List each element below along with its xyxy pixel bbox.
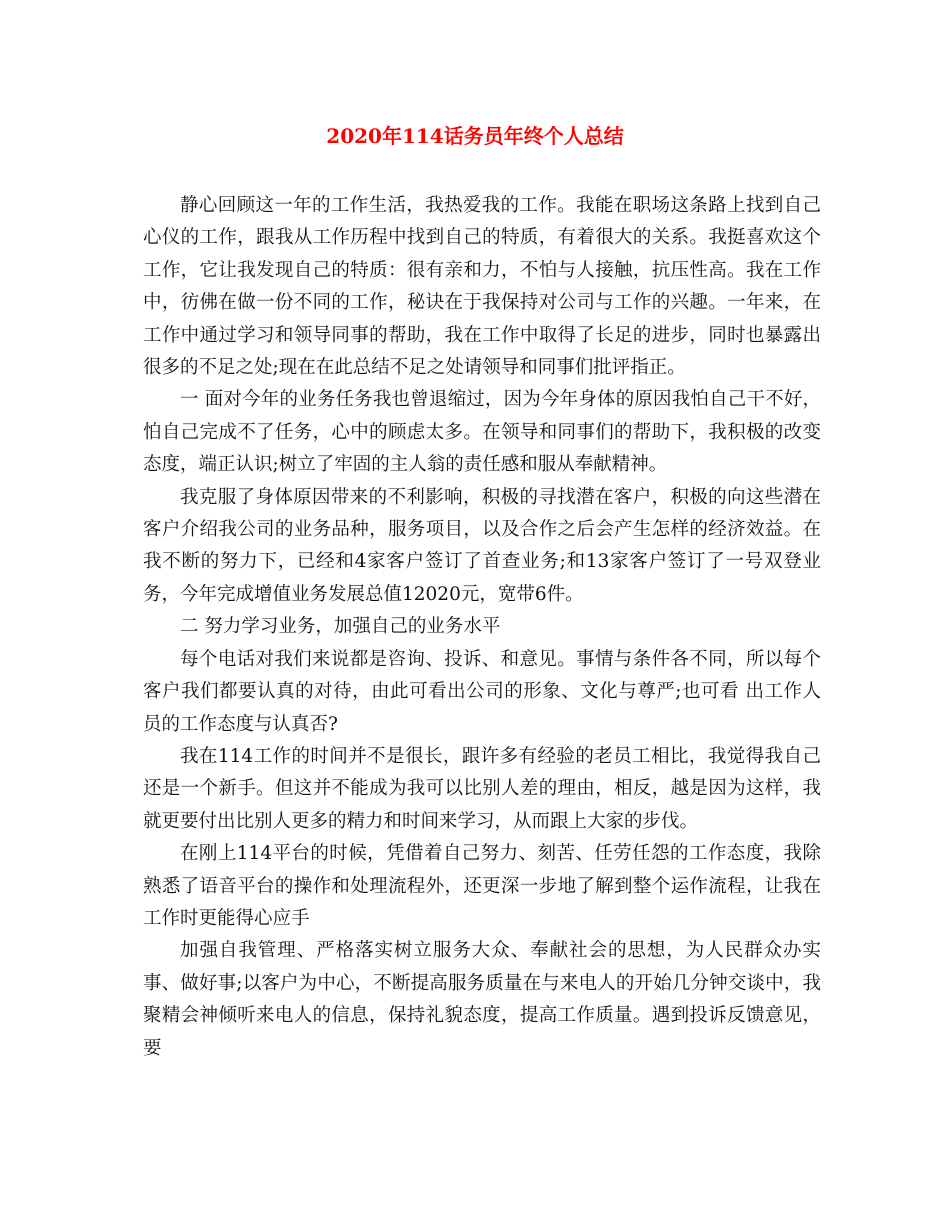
document-title: 2020年114话务员年终个人总结 xyxy=(326,124,624,148)
paragraph-4-heading: 二 努力学习业务，加强自己的业务水平 xyxy=(180,616,501,638)
paragraph-5: 每个电话对我们来说都是咨询、投诉、和意见。事情与条件各不同，所以每个客户我们都要认真的对待，由此可看出公司的形象、文化与尊严;也可看 出工作人员的工作态度与认真否? xyxy=(143,648,821,735)
document-body xyxy=(143,190,821,1065)
paragraph-2: 一 面对今年的业务任务我也曾退缩过，因为今年身体的原因我怕自己干不好，怕自己完成不了任务，心中的顾虑太多。在领导和同事们的帮助下，我积极的改变态度，端正认识;树立了牢固的主人翁的责任感和服从奉献精神。 xyxy=(143,389,821,476)
paragraph-6: 我在114工作的时间并不是很长，跟许多有经验的老员工相比，我觉得我自己还是一个新手。但这并不能成为我可以比别人差的理由，相反，越是因为这样，我就更要付出比别人更多的精力和时间来学习，从而跟上大家的步伐。 xyxy=(143,745,821,832)
paragraph-7: 在刚上114平台的时候，凭借着自己努力、刻苦、任劳任怨的工作态度，我除熟悉了语音平台的操作和处理流程外，还更深一步地了解到整个运作流程，让我在工作时更能得心应手 xyxy=(143,843,821,929)
paragraph-1: 静心回顾这一年的工作生活，我热爱我的工作。我能在职场这条路上找到自己心仪的工作，跟我从工作历程中找到自己的特质，有着很大的关系。我挺喜欢这个工作，它让我发现自己的特质：很有亲和力，不怕与人接触，抗压性高。我在工作中，彷佛在做一份不同的工作，秘诀在于我保持对公司与工作的兴趣。一年来，在工作中通过学习和领导同事的帮助，我在工作中取得了长足的进步，同时也暴露出很多的不足之处;现在在此总结不足之处请领导和同事们批评指正。 xyxy=(143,195,821,379)
paragraph-8: 加强自我管理、严格落实树立服务大众、奉献社会的思想，为人民群众办实事、做好事;以客户为中心，不断提高服务质量在与来电人的开始几分钟交谈中，我聚精会神倾听来电人的信息，保持礼貌态度，提高工作质量。遇到投诉反馈意见，要 xyxy=(143,940,821,1059)
paragraph-3: 我克服了身体原因带来的不利影响，积极的寻找潜在客户，积极的向这些潜在客户介绍我公司的业务品种，服务项目，以及合作之后会产生怎样的经济效益。在我不断的努力下，已经和4家客户签订了首查业务;和13家客户签订了一号双登业务，今年完成增值业务发展总值12020元，宽带6件。 xyxy=(143,486,821,605)
